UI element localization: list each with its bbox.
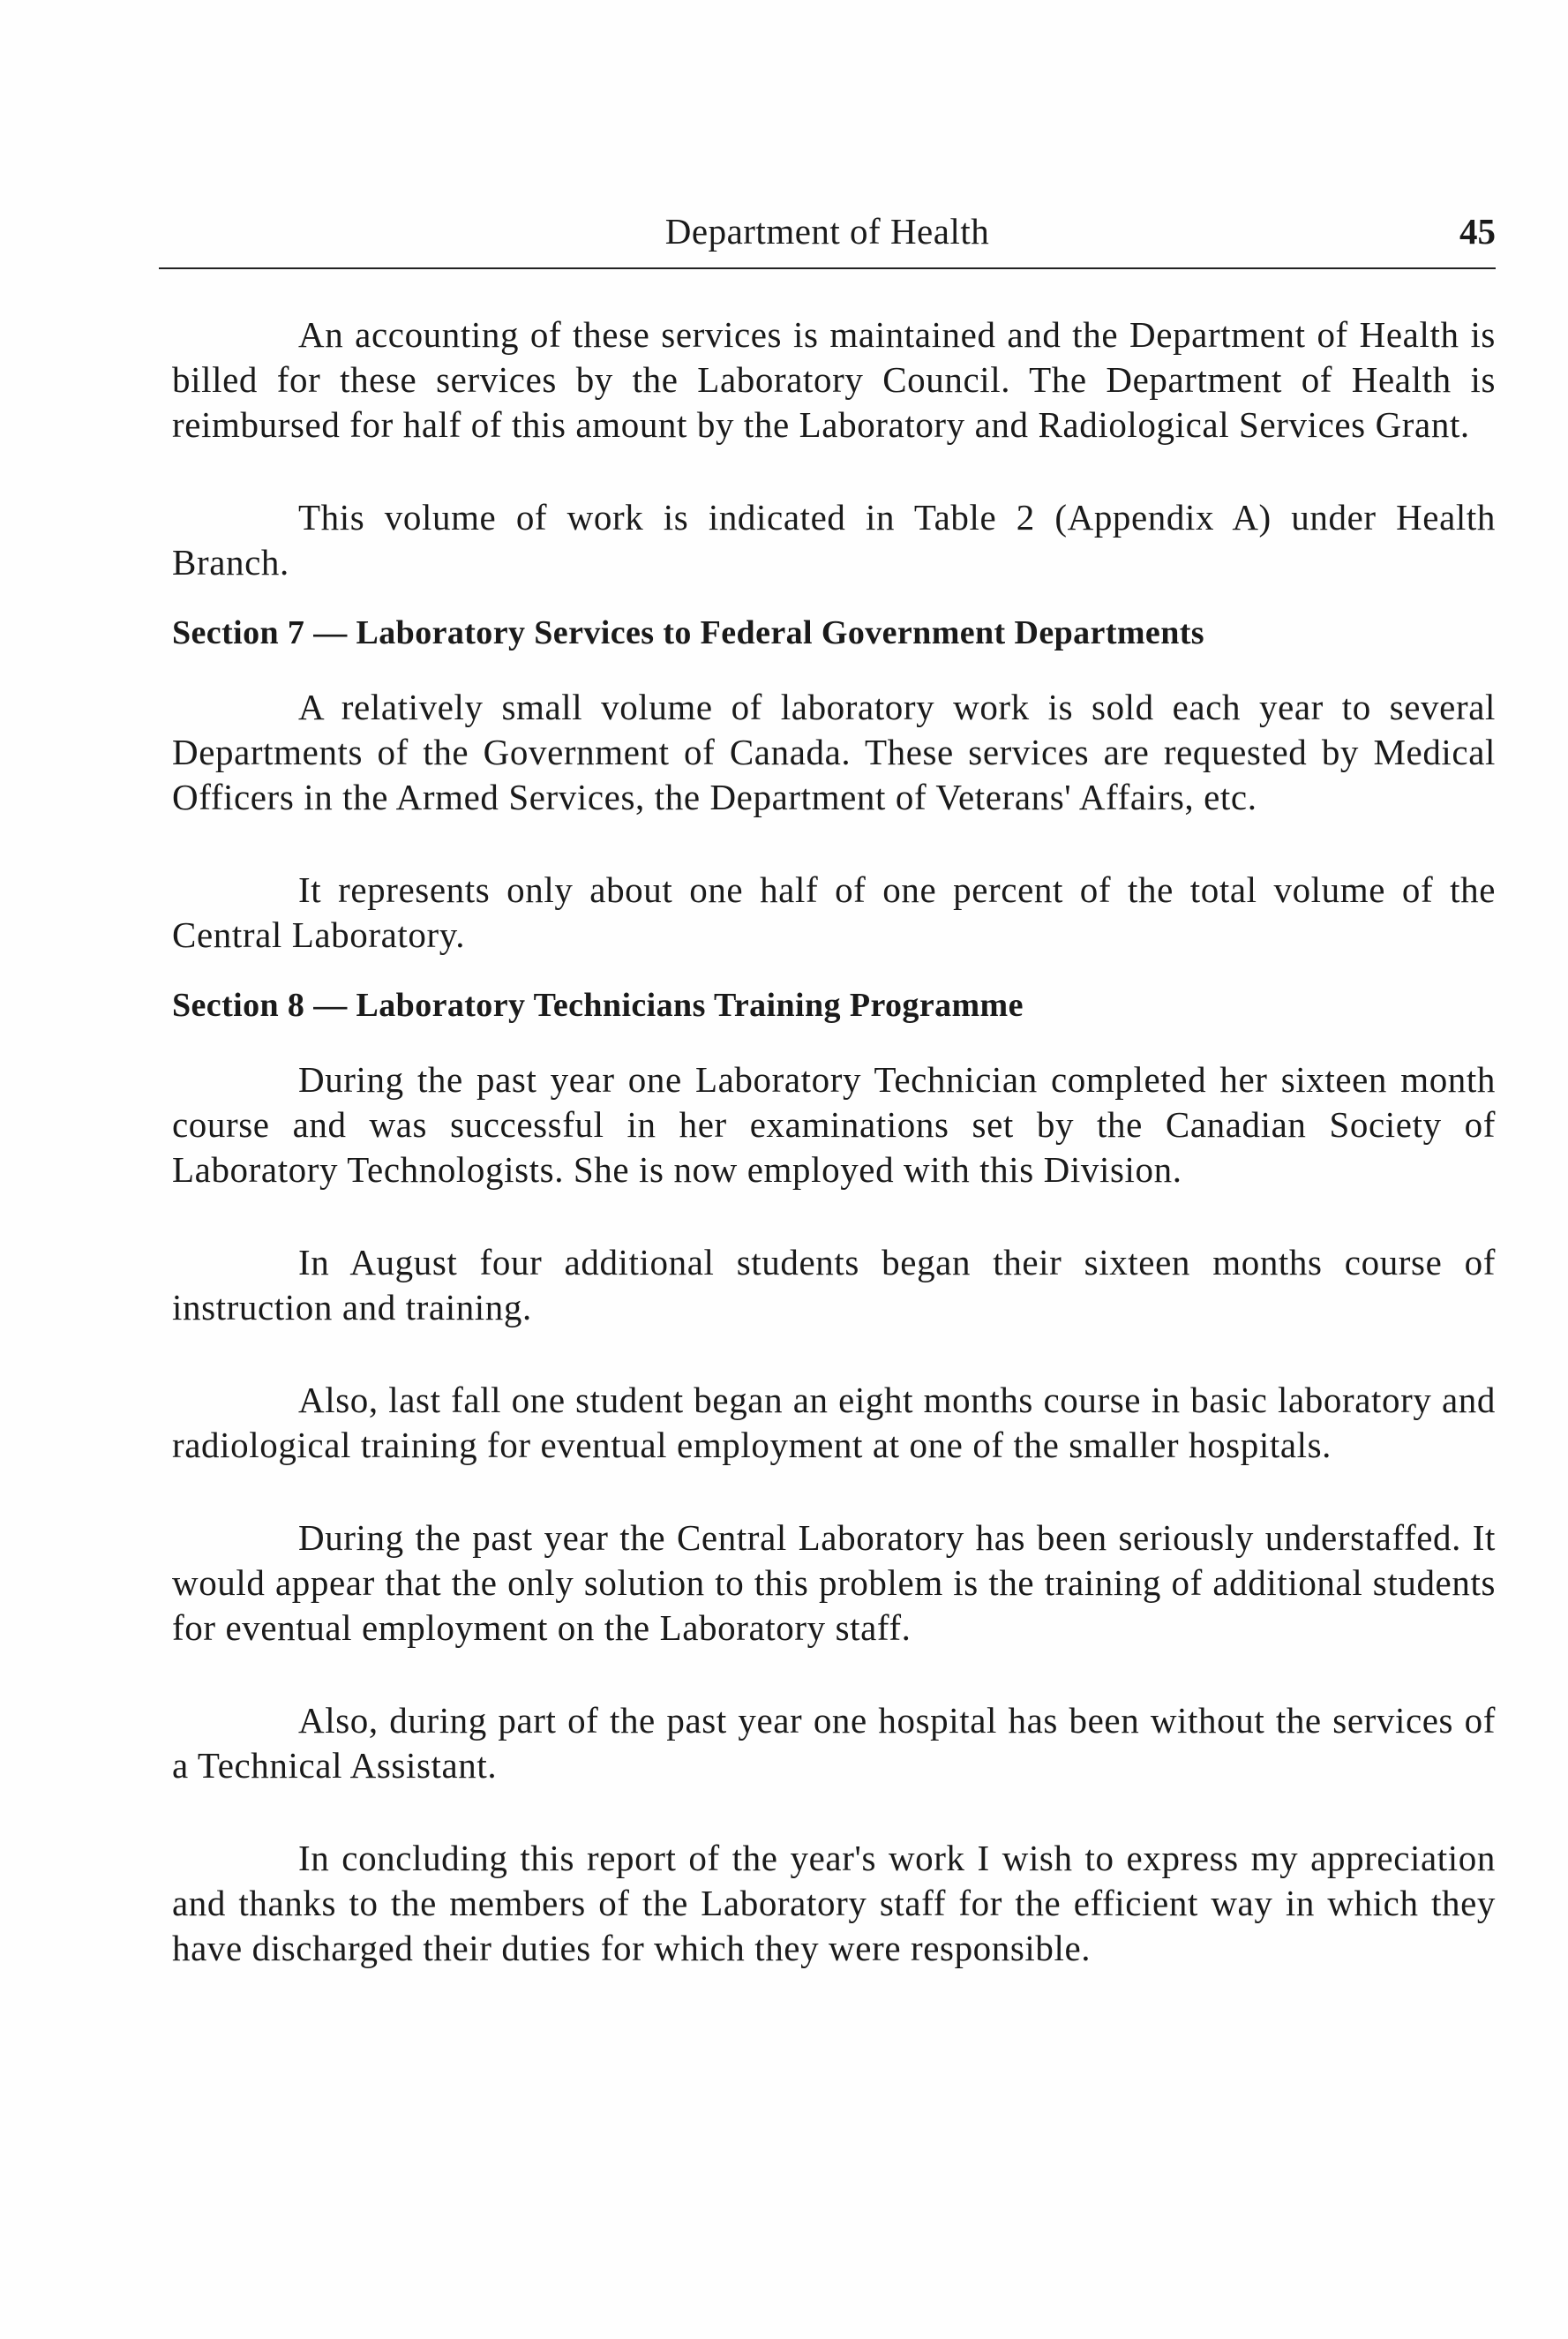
section-7-heading: Section 7 — Laboratory Services to Federal Government Departments (172, 614, 1204, 651)
header-title: Department of Health (664, 211, 990, 252)
paragraph-technician-completed: During the past year one Laboratory Technician completed her sixteen month course and was successful in her examinations set by the Canadian Society of Laboratory Technologists. She is now employed with this Division. (172, 1059, 1496, 1190)
paragraph-august-students: In August four additional students began their sixteen months course of instruction and training. (172, 1242, 1496, 1327)
paragraph-volume-of-work: This volume of work is indicated in Table 2 (Appendix A) under Health Branch. (172, 497, 1496, 583)
paragraph-eight-months-course: Also, last fall one student began an eight months course in basic laboratory and radiological training for eventual employment at one of the smaller hospitals. (172, 1380, 1496, 1465)
paragraph-accounting: An accounting of these services is maintained and the Department of Health is billed for these services by the Laboratory Council. The Department of Health is reimbursed for half of this amount by the Laboratory and Radiological Services Grant. (172, 314, 1496, 445)
page-number: 45 (1459, 211, 1496, 252)
paragraph-federal-work: A relatively small volume of laboratory work is sold each year to several Departments of the Government of Canada. These services are requested by Medical Officers in the Armed Services, the Department of Veterans' Affairs, etc. (172, 687, 1496, 817)
paragraph-understaffed: During the past year the Central Laboratory has been seriously understaffed. It would appear that the only solution to this problem is the training of additional students for eventual employment on the Laboratory staff. (172, 1517, 1496, 1648)
header-rule (159, 267, 1496, 269)
paragraph-concluding: In concluding this report of the year's work I wish to express my appreciation and thanks to the members of the Laboratory staff for the efficient way in which they have discharged their duties for which they were responsible. (172, 1838, 1496, 1968)
running-header (159, 210, 1496, 268)
page-body (172, 312, 1496, 1971)
paragraph-half-percent: It represents only about one half of one percent of the total volume of the Central Laboratory. (172, 869, 1496, 955)
paragraph-technical-assistant: Also, during part of the past year one hospital has been without the services of a Technical Assistant. (172, 1700, 1496, 1786)
section-8-heading: Section 8 — Laboratory Technicians Training Programme (172, 987, 1024, 1024)
